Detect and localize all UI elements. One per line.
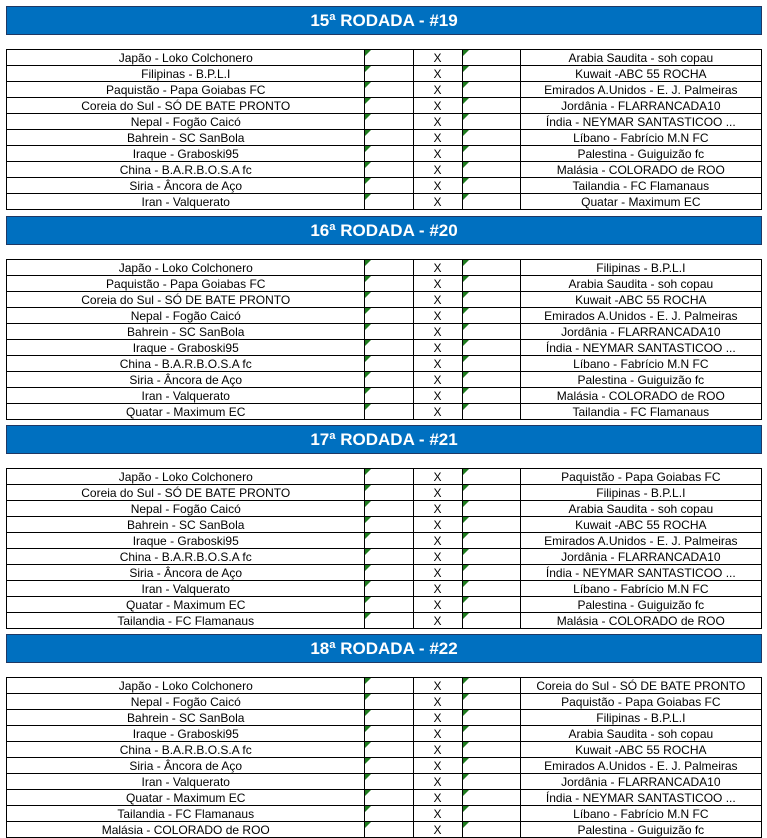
home-team-cell: Quatar - Maximum EC [7,597,365,613]
home-team-cell: Filipinas - B.P.L.I [7,66,365,82]
versus-cell: X [413,50,462,66]
home-team-cell: Siria - Âncora de Aço [7,758,365,774]
match-row [7,404,762,420]
home-team-cell: Japão - Loko Colchonero [7,678,365,694]
versus-cell: X [413,388,462,404]
away-team-cell: Líbano - Fabrício M.N FC [520,806,761,822]
away-team-cell: Arabia Saudita - soh copau [520,276,761,292]
away-team-cell: Malásia - COLORADO de ROO [520,162,761,178]
versus-cell: X [413,276,462,292]
away-score-cell[interactable] [462,340,520,356]
match-row [7,98,762,114]
home-score-cell[interactable] [365,146,413,162]
versus-cell: X [413,469,462,485]
away-score-cell[interactable] [462,822,520,838]
home-team-cell: Japão - Loko Colchonero [7,260,365,276]
versus-cell: X [413,613,462,629]
home-score-cell[interactable] [365,292,413,308]
home-score-cell[interactable] [365,774,413,790]
away-score-cell[interactable] [462,146,520,162]
away-team-cell: Tailandia - FC Flamanaus [520,178,761,194]
home-score-cell[interactable] [365,758,413,774]
away-score-cell[interactable] [462,581,520,597]
away-score-cell[interactable] [462,485,520,501]
match-row [7,790,762,806]
versus-cell: X [413,82,462,98]
home-team-cell: Bahrein - SC SanBola [7,324,365,340]
versus-cell: X [413,308,462,324]
away-team-cell: Malásia - COLORADO de ROO [520,613,761,629]
home-team-cell: Tailandia - FC Flamanaus [7,613,365,629]
away-score-cell[interactable] [462,292,520,308]
versus-cell: X [413,114,462,130]
versus-cell: X [413,178,462,194]
away-team-cell: Jordânia - FLARRANCADA10 [520,774,761,790]
away-team-cell: Índia - NEYMAR SANTASTICOO ... [520,340,761,356]
versus-cell: X [413,356,462,372]
home-team-cell: Iran - Valquerato [7,581,365,597]
away-team-cell: Filipinas - B.P.L.I [520,485,761,501]
away-team-cell: Kuwait -ABC 55 ROCHA [520,742,761,758]
away-team-cell: Palestina - Guiguizão fc [520,146,761,162]
match-row [7,565,762,581]
versus-cell: X [413,806,462,822]
away-score-cell[interactable] [462,130,520,146]
away-score-cell[interactable] [462,388,520,404]
round-title: 17ª RODADA - #21 [6,425,762,454]
away-team-cell: Líbano - Fabrício M.N FC [520,130,761,146]
home-team-cell: Nepal - Fogão Caicó [7,308,365,324]
away-team-cell: Arabia Saudita - soh copau [520,50,761,66]
home-score-cell[interactable] [365,597,413,613]
match-row [7,806,762,822]
away-team-cell: Filipinas - B.P.L.I [520,710,761,726]
away-score-cell[interactable] [462,98,520,114]
home-team-cell: Iraque - Graboski95 [7,146,365,162]
versus-cell: X [413,758,462,774]
round-title: 18ª RODADA - #22 [6,634,762,663]
home-team-cell: Paquistão - Papa Goiabas FC [7,82,365,98]
home-score-cell[interactable] [365,742,413,758]
home-team-cell: Iran - Valquerato [7,774,365,790]
versus-cell: X [413,790,462,806]
versus-cell: X [413,501,462,517]
match-row [7,742,762,758]
away-score-cell[interactable] [462,194,520,210]
versus-cell: X [413,710,462,726]
versus-cell: X [413,533,462,549]
away-score-cell[interactable] [462,678,520,694]
home-score-cell[interactable] [365,822,413,838]
home-score-cell[interactable] [365,806,413,822]
home-team-cell: Quatar - Maximum EC [7,790,365,806]
home-team-cell: Paquistão - Papa Goiabas FC [7,276,365,292]
away-score-cell[interactable] [462,549,520,565]
home-score-cell[interactable] [365,178,413,194]
versus-cell: X [413,774,462,790]
home-score-cell[interactable] [365,276,413,292]
away-team-cell: Kuwait -ABC 55 ROCHA [520,517,761,533]
away-team-cell: Jordânia - FLARRANCADA10 [520,324,761,340]
match-row [7,726,762,742]
home-score-cell[interactable] [365,194,413,210]
home-score-cell[interactable] [365,404,413,420]
match-row [7,340,762,356]
match-row [7,774,762,790]
away-score-cell[interactable] [462,694,520,710]
versus-cell: X [413,742,462,758]
away-score-cell[interactable] [462,517,520,533]
home-score-cell[interactable] [365,324,413,340]
match-row [7,469,762,485]
versus-cell: X [413,66,462,82]
home-score-cell[interactable] [365,66,413,82]
home-score-cell[interactable] [365,308,413,324]
away-team-cell: Emirados A.Unidos - E. J. Palmeiras [520,758,761,774]
away-score-cell[interactable] [462,613,520,629]
home-score-cell[interactable] [365,678,413,694]
home-score-cell[interactable] [365,790,413,806]
match-row [7,388,762,404]
away-team-cell: Jordânia - FLARRANCADA10 [520,549,761,565]
versus-cell: X [413,292,462,308]
match-row [7,324,762,340]
home-team-cell: China - B.A.R.B.O.S.A fc [7,356,365,372]
away-score-cell[interactable] [462,597,520,613]
away-team-cell: Tailandia - FC Flamanaus [520,404,761,420]
home-score-cell[interactable] [365,98,413,114]
away-score-cell[interactable] [462,806,520,822]
matches-table [6,49,762,210]
home-team-cell: Japão - Loko Colchonero [7,50,365,66]
match-row [7,372,762,388]
home-score-cell[interactable] [365,549,413,565]
match-row [7,82,762,98]
away-team-cell: Filipinas - B.P.L.I [520,260,761,276]
match-row [7,178,762,194]
away-team-cell: Índia - NEYMAR SANTASTICOO ... [520,790,761,806]
match-row [7,146,762,162]
home-team-cell: Iran - Valquerato [7,388,365,404]
away-team-cell: Líbano - Fabrício M.N FC [520,581,761,597]
matches-table [6,677,762,838]
away-score-cell[interactable] [462,162,520,178]
away-team-cell: Malásia - COLORADO de ROO [520,388,761,404]
home-team-cell: Bahrein - SC SanBola [7,710,365,726]
home-score-cell[interactable] [365,388,413,404]
versus-cell: X [413,340,462,356]
home-team-cell: Siria - Âncora de Aço [7,565,365,581]
away-team-cell: Kuwait -ABC 55 ROCHA [520,66,761,82]
away-team-cell: Jordânia - FLARRANCADA10 [520,98,761,114]
versus-cell: X [413,485,462,501]
home-team-cell: Bahrein - SC SanBola [7,130,365,146]
home-score-cell[interactable] [365,613,413,629]
away-score-cell[interactable] [462,742,520,758]
matches-table [6,468,762,629]
away-team-cell: Coreia do Sul - SÓ DE BATE PRONTO [520,678,761,694]
away-score-cell[interactable] [462,501,520,517]
match-row [7,308,762,324]
away-score-cell[interactable] [462,276,520,292]
away-score-cell[interactable] [462,324,520,340]
versus-cell: X [413,678,462,694]
home-team-cell: Coreia do Sul - SÓ DE BATE PRONTO [7,485,365,501]
versus-cell: X [413,146,462,162]
match-row [7,260,762,276]
home-team-cell: China - B.A.R.B.O.S.A fc [7,742,365,758]
away-score-cell[interactable] [462,66,520,82]
away-team-cell: Emirados A.Unidos - E. J. Palmeiras [520,82,761,98]
away-score-cell[interactable] [462,372,520,388]
versus-cell: X [413,581,462,597]
away-team-cell: Palestina - Guiguizão fc [520,597,761,613]
match-row [7,710,762,726]
versus-cell: X [413,565,462,581]
versus-cell: X [413,726,462,742]
home-team-cell: Malásia - COLORADO de ROO [7,822,365,838]
match-row [7,549,762,565]
home-team-cell: Iran - Valquerato [7,194,365,210]
versus-cell: X [413,822,462,838]
versus-cell: X [413,517,462,533]
round-title: 16ª RODADA - #20 [6,216,762,245]
match-row [7,597,762,613]
home-score-cell[interactable] [365,533,413,549]
home-score-cell[interactable] [365,114,413,130]
home-team-cell: Siria - Âncora de Aço [7,372,365,388]
match-row [7,66,762,82]
away-team-cell: Quatar - Maximum EC [520,194,761,210]
home-score-cell[interactable] [365,130,413,146]
away-team-cell: Palestina - Guiguizão fc [520,372,761,388]
match-row [7,613,762,629]
home-team-cell: Coreia do Sul - SÓ DE BATE PRONTO [7,98,365,114]
away-score-cell[interactable] [462,758,520,774]
versus-cell: X [413,260,462,276]
away-score-cell[interactable] [462,50,520,66]
away-team-cell: Paquistão - Papa Goiabas FC [520,469,761,485]
round-title: 15ª RODADA - #19 [6,6,762,35]
away-team-cell: Palestina - Guiguizão fc [520,822,761,838]
away-score-cell[interactable] [462,469,520,485]
versus-cell: X [413,597,462,613]
match-row [7,758,762,774]
home-score-cell[interactable] [365,501,413,517]
home-score-cell[interactable] [365,50,413,66]
home-team-cell: China - B.A.R.B.O.S.A fc [7,549,365,565]
matches-table [6,259,762,420]
away-score-cell[interactable] [462,790,520,806]
home-team-cell: Japão - Loko Colchonero [7,469,365,485]
home-team-cell: Tailandia - FC Flamanaus [7,806,365,822]
versus-cell: X [413,694,462,710]
versus-cell: X [413,324,462,340]
away-team-cell: Índia - NEYMAR SANTASTICOO ... [520,114,761,130]
home-team-cell: Coreia do Sul - SÓ DE BATE PRONTO [7,292,365,308]
away-team-cell: Arabia Saudita - soh copau [520,726,761,742]
match-row [7,822,762,838]
away-score-cell[interactable] [462,404,520,420]
match-row [7,694,762,710]
away-score-cell[interactable] [462,260,520,276]
home-score-cell[interactable] [365,565,413,581]
away-team-cell: Arabia Saudita - soh copau [520,501,761,517]
match-row [7,130,762,146]
away-score-cell[interactable] [462,565,520,581]
home-team-cell: Iraque - Graboski95 [7,340,365,356]
home-team-cell: Bahrein - SC SanBola [7,517,365,533]
away-score-cell[interactable] [462,114,520,130]
home-team-cell: Nepal - Fogão Caicó [7,501,365,517]
home-score-cell[interactable] [365,162,413,178]
away-score-cell[interactable] [462,726,520,742]
versus-cell: X [413,130,462,146]
match-row [7,517,762,533]
away-score-cell[interactable] [462,710,520,726]
versus-cell: X [413,404,462,420]
home-score-cell[interactable] [365,710,413,726]
away-team-cell: Emirados A.Unidos - E. J. Palmeiras [520,308,761,324]
home-score-cell[interactable] [365,340,413,356]
home-score-cell[interactable] [365,726,413,742]
match-row [7,276,762,292]
versus-cell: X [413,162,462,178]
home-score-cell[interactable] [365,372,413,388]
away-team-cell: Kuwait -ABC 55 ROCHA [520,292,761,308]
away-score-cell[interactable] [462,308,520,324]
away-team-cell: Índia - NEYMAR SANTASTICOO ... [520,565,761,581]
match-row [7,533,762,549]
versus-cell: X [413,549,462,565]
away-team-cell: Emirados A.Unidos - E. J. Palmeiras [520,533,761,549]
home-score-cell[interactable] [365,469,413,485]
home-team-cell: Quatar - Maximum EC [7,404,365,420]
match-row [7,678,762,694]
match-row [7,292,762,308]
versus-cell: X [413,372,462,388]
away-score-cell[interactable] [462,774,520,790]
home-score-cell[interactable] [365,581,413,597]
match-row [7,581,762,597]
home-team-cell: Iraque - Graboski95 [7,533,365,549]
home-score-cell[interactable] [365,356,413,372]
home-score-cell[interactable] [365,82,413,98]
away-score-cell[interactable] [462,356,520,372]
home-team-cell: Iraque - Graboski95 [7,726,365,742]
home-score-cell[interactable] [365,694,413,710]
match-row [7,194,762,210]
match-row [7,501,762,517]
match-row [7,356,762,372]
home-score-cell[interactable] [365,260,413,276]
match-row [7,162,762,178]
away-score-cell[interactable] [462,178,520,194]
match-row [7,114,762,130]
away-score-cell[interactable] [462,82,520,98]
home-team-cell: China - B.A.R.B.O.S.A fc [7,162,365,178]
home-team-cell: Siria - Âncora de Aço [7,178,365,194]
home-score-cell[interactable] [365,517,413,533]
versus-cell: X [413,194,462,210]
away-team-cell: Paquistão - Papa Goiabas FC [520,694,761,710]
match-row [7,485,762,501]
match-row [7,50,762,66]
away-team-cell: Líbano - Fabrício M.N FC [520,356,761,372]
home-score-cell[interactable] [365,485,413,501]
home-team-cell: Nepal - Fogão Caicó [7,114,365,130]
home-team-cell: Nepal - Fogão Caicó [7,694,365,710]
versus-cell: X [413,98,462,114]
away-score-cell[interactable] [462,533,520,549]
